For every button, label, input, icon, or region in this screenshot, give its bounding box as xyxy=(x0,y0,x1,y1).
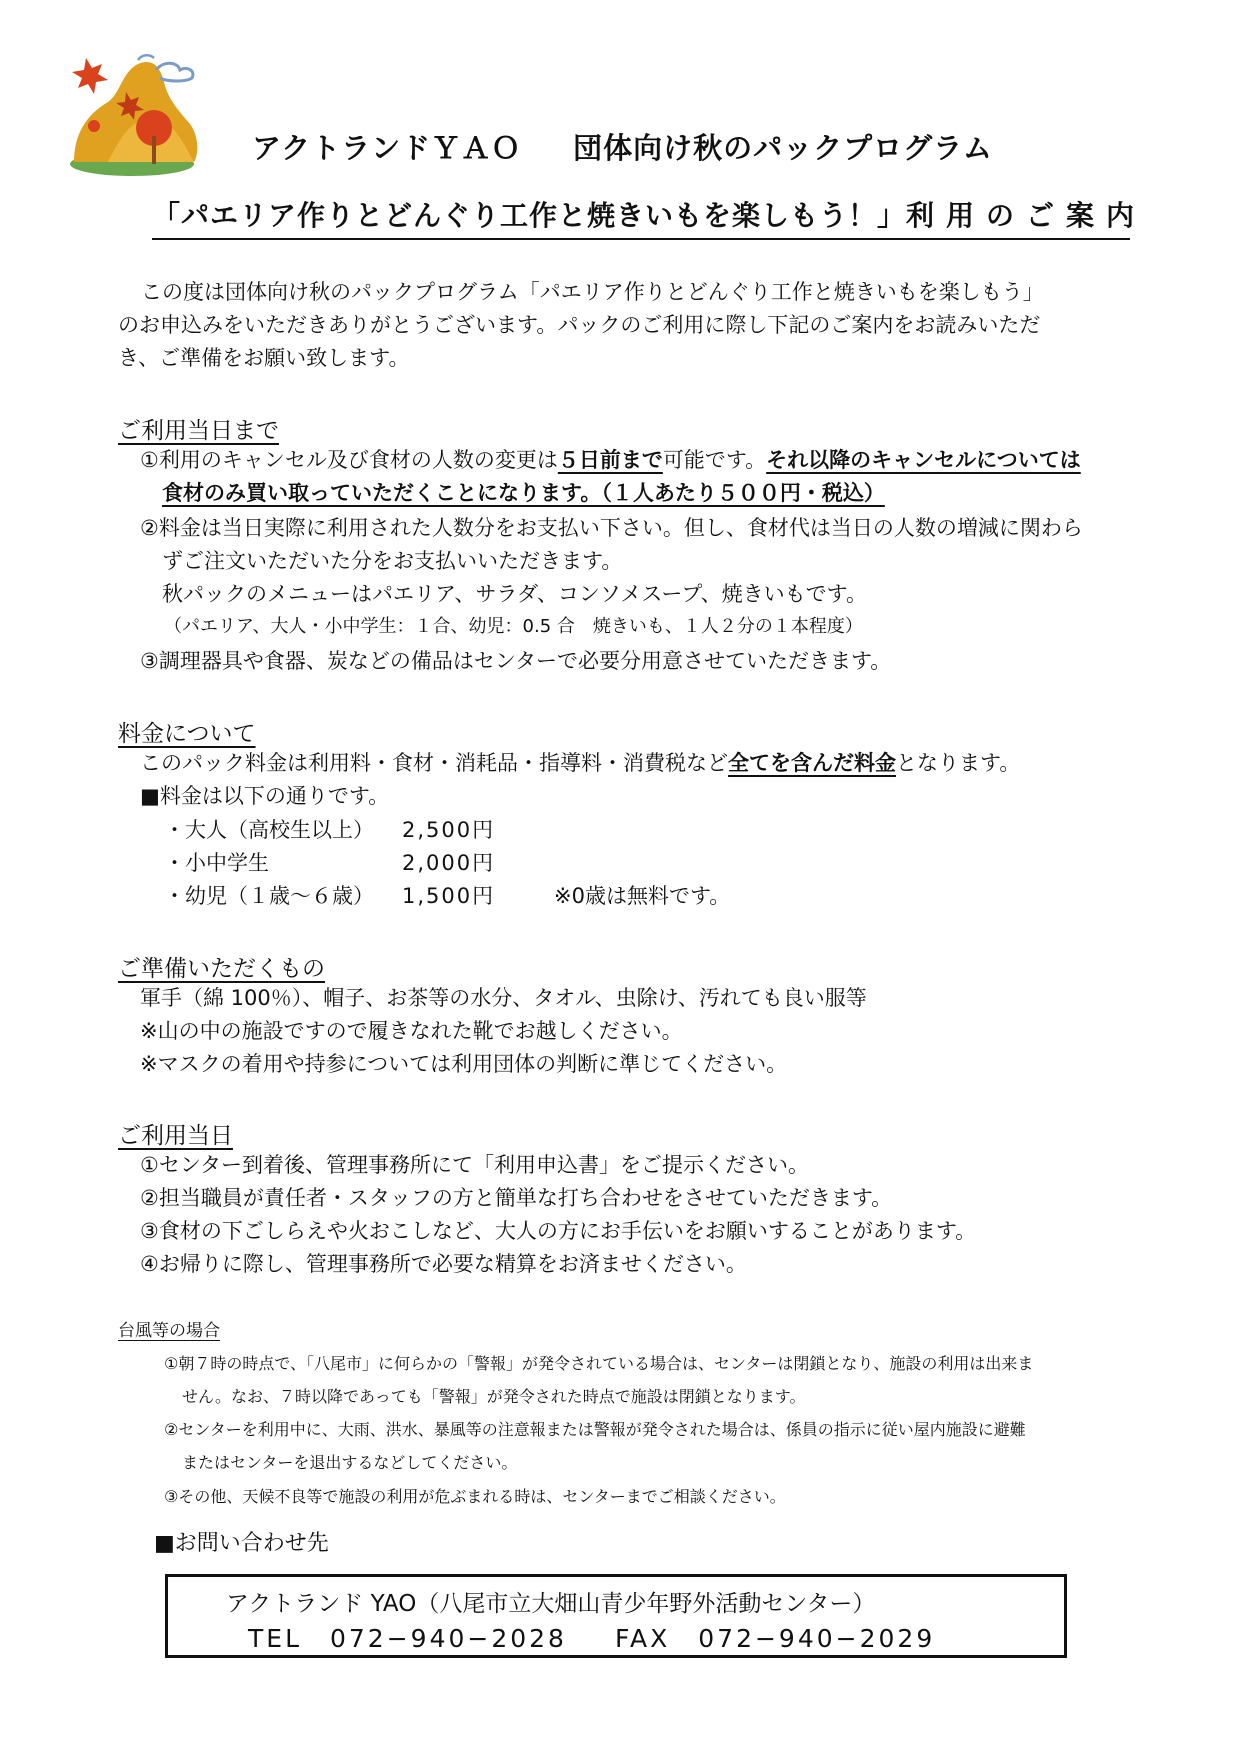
emphasis-all-included: 全てを含んだ料金 xyxy=(728,751,896,775)
before-day-item-3: ③調理器具や食器、炭などの備品はセンターで必要分用意させていただきます。 xyxy=(140,649,892,673)
fee-row xyxy=(164,814,552,847)
section-heading-prepare: ご準備いただくもの xyxy=(118,956,325,982)
fee-row xyxy=(164,847,552,880)
fee-price: 1,500円 xyxy=(402,884,496,908)
contact-box xyxy=(165,1574,1067,1658)
typhoon-item-1: ①朝７時の時点で、「八尾市」に何らかの「警報」が発令されている場合は、センターは閉鎖となり、施設の利用は出来ま xyxy=(164,1354,1034,1373)
before-day-menu: 秋パックのメニューはパエリア、サラダ、コンソメスープ、焼きいもです。 xyxy=(162,582,867,606)
section-heading-on-day: ご利用当日 xyxy=(118,1123,233,1149)
fee-label: ・幼児（１歳～６歳） xyxy=(164,884,374,908)
before-day-item-1 xyxy=(140,444,1081,477)
on-day-item-2: ②担当職員が責任者・スタッフの方と簡単な打ち合わせをさせていただきます。 xyxy=(140,1186,893,1210)
prepare-line-1: 軍手（綿 100％）、帽子、お茶等の水分、タオル、虫除け、汚れても良い服等 xyxy=(140,986,867,1010)
section-heading-before-day: ご利用当日まで xyxy=(118,418,279,444)
contact-fax: FAX 072−940−2029 xyxy=(614,1624,936,1653)
subtitle-tail: 利用のご案内 xyxy=(906,199,1147,232)
typhoon-item-3: ③その他、天候不良等で施設の利用が危ぶまれる時は、センターまでご相談ください。 xyxy=(164,1487,786,1506)
subtitle-main: 「パエリア作りとどんぐり工作と焼きいもを楽しもう！」 xyxy=(152,199,907,232)
fees-line-2: ■料金は以下の通りです。 xyxy=(140,784,390,808)
on-day-item-3: ③食材の下ごしらえや火おこしなど、大人の方にお手伝いをお願いすることがあります。 xyxy=(140,1219,977,1243)
page-title xyxy=(252,126,993,167)
text: ①利用のキャンセル及び食材の人数の変更は xyxy=(140,448,558,472)
fees-line-1 xyxy=(140,747,1020,780)
prepare-line-3: ※マスクの着用や持参については利用団体の判断に準じてください。 xyxy=(140,1052,788,1076)
intro-line-3: き、ご準備をお願い致します。 xyxy=(118,346,410,370)
section-heading-fees: 料金について xyxy=(118,721,256,747)
fee-note: ※0歳は無料です。 xyxy=(554,884,731,908)
fee-price: 2,000円 xyxy=(402,851,496,875)
typhoon-item-2: ②センターを利用中に、大雨、洪水、暴風等の注意報または警報が発令された場合は、係員の指示に従い屋内施設に避難 xyxy=(164,1420,1026,1439)
before-day-menu-note: （パエリア、大人・小中学生：１合、幼児：0.5 合 焼きいも、１人２分の１本程度） xyxy=(164,616,863,637)
contact-heading: ■お問い合わせ先 xyxy=(154,1531,329,1556)
fee-label: ・小中学生 xyxy=(164,851,269,875)
fee-row xyxy=(164,880,730,913)
title-program: 団体向け秋のパックプログラム xyxy=(573,131,993,165)
emphasis-deadline: ５日前まで xyxy=(557,448,663,472)
contact-tel: TEL 072−940−2028 xyxy=(248,1624,567,1653)
on-day-item-4: ④お帰りに際し、管理事務所で必要な精算をお済ませください。 xyxy=(140,1252,747,1276)
typhoon-item-2-cont: またはセンターを退出するなどしてください。 xyxy=(182,1453,518,1472)
intro-line-1: この度は団体向け秋のパックプログラム「パエリア作りとどんぐり工作と焼きいもを楽しもう」 xyxy=(141,280,1044,304)
text: このパック料金は利用料・食材・消耗品・指導料・消費税など xyxy=(140,751,728,775)
title-org: アクトランドＹＡＯ xyxy=(252,131,522,165)
page-subtitle xyxy=(152,194,1147,240)
contact-numbers xyxy=(248,1619,935,1655)
text: 可能です。 xyxy=(662,448,767,472)
before-day-item-2: ②料金は当日実際に利用された人数分をお支払い下さい。但し、食材代は当日の人数の増減に関わら xyxy=(140,516,1083,540)
intro-line-2: のお申込みをいただきありがとうございます。パックのご利用に際し下記のご案内をお読みいただ xyxy=(118,313,1041,337)
before-day-item-2-cont: ずご注文いただいた分をお支払いいただきます。 xyxy=(162,549,623,573)
text: となります。 xyxy=(896,751,1021,775)
contact-name: アクトランド YAO（八尾市立大畑山青少年野外活動センター） xyxy=(226,1591,876,1617)
emphasis-cancel: それ以降のキャンセルについては xyxy=(766,448,1081,472)
typhoon-item-1-cont: せん。なお、７時以降であっても「警報」が発令された時点で施設は閉鎖となります。 xyxy=(182,1387,806,1406)
on-day-item-1: ①センター到着後、管理事務所にて「利用申込書」をご提示ください。 xyxy=(140,1153,809,1177)
before-day-item-1-cont: 食材のみ買い取っていただくことになります。（１人あたり５００円・税込） xyxy=(162,481,885,505)
fee-price: 2,500円 xyxy=(402,818,496,842)
fee-label: ・大人（高校生以上） xyxy=(164,818,374,842)
prepare-line-2: ※山の中の施設ですので履きなれた靴でお越しください。 xyxy=(140,1019,683,1043)
section-heading-typhoon: 台風等の場合 xyxy=(118,1321,220,1341)
autumn-mountain-logo xyxy=(68,52,204,176)
